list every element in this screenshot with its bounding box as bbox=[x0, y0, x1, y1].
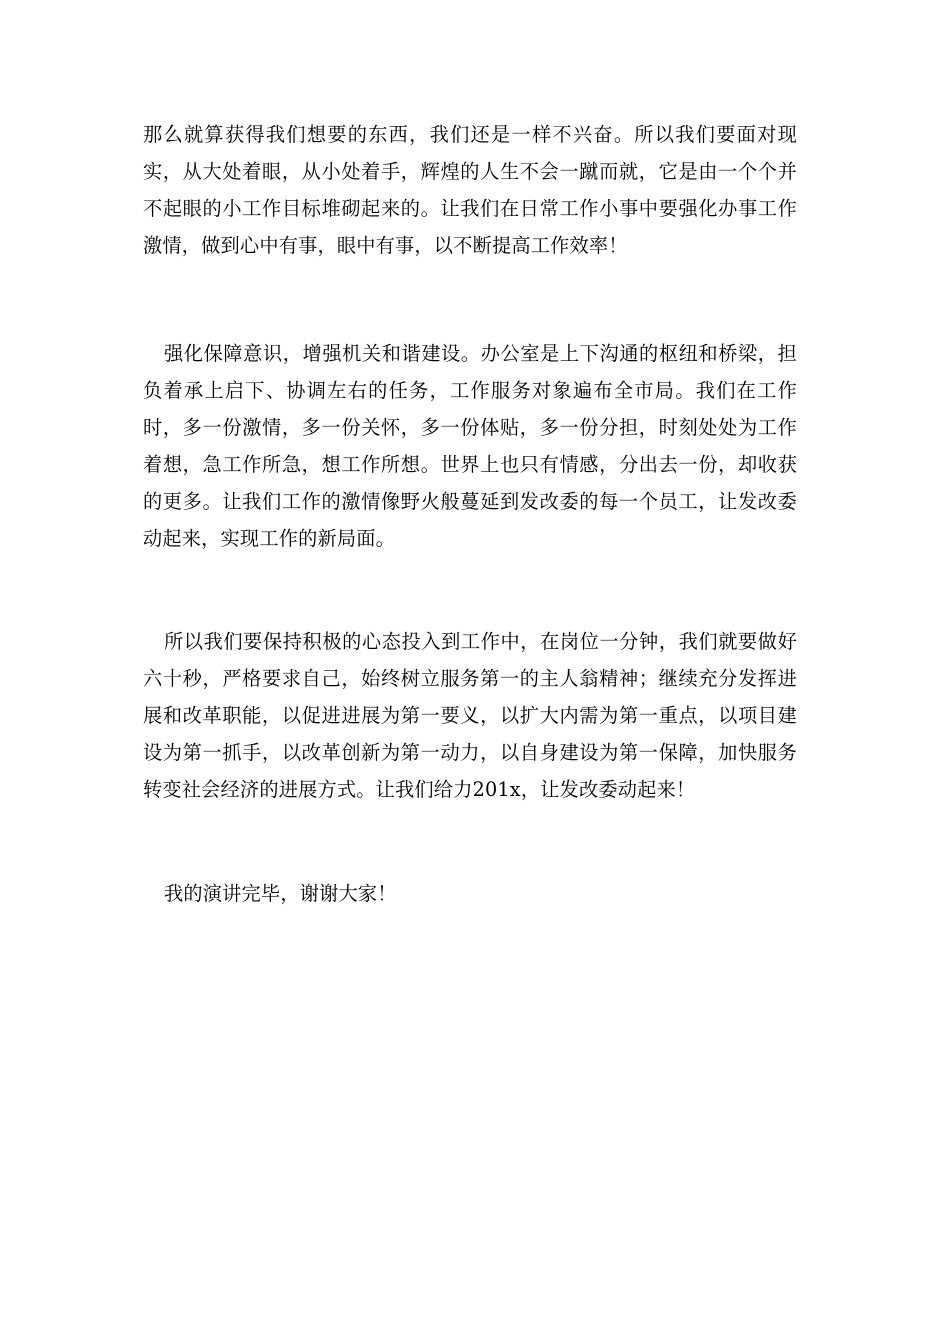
paragraph-3: 所以我们要保持积极的心态投入到工作中，在岗位一分钟，我们就要做好六十秒，严格要求自己，始终树立服务第一的主人翁精神；继续充分发挥进展和改革职能，以促进进展为第一要义，以扩大内需为第一重点，以项目建设为第一抓手，以改革创新为第一动力，以自身建设为第一保障，加快服务转变社会经济的进展方式。让我们给力201x，让发改委动起来！ bbox=[143, 630, 797, 801]
paragraph-1: 那么就算获得我们想要的东西，我们还是一样不兴奋。所以我们要面对现实，从大处着眼，从小处着手，辉煌的人生不会一蹴而就，它是由一个个并不起眼的小工作目标堆砌起来的。让我们在日常工作小事中要强化办事工作激情，做到心中有事，眼中有事，以不断提高工作效率！ bbox=[143, 123, 797, 257]
paragraph-4: 我的演讲完毕，谢谢大家！ bbox=[164, 882, 397, 905]
paragraph-2: 强化保障意识，增强机关和谐建设。办公室是上下沟通的枢纽和桥梁，担负着承上启下、协调左右的任务，工作服务对象遍布全市局。我们在工作时，多一份激情，多一份关怀，多一份体贴，多一份分担，时刻处处为工作着想，急工作所急，想工作所想。世界上也只有情感，分出去一份，却收获的更多。让我们工作的激情像野火般蔓延到发改委的每一个员工，让发改委动起来，实现工作的新局面。 bbox=[143, 342, 797, 550]
